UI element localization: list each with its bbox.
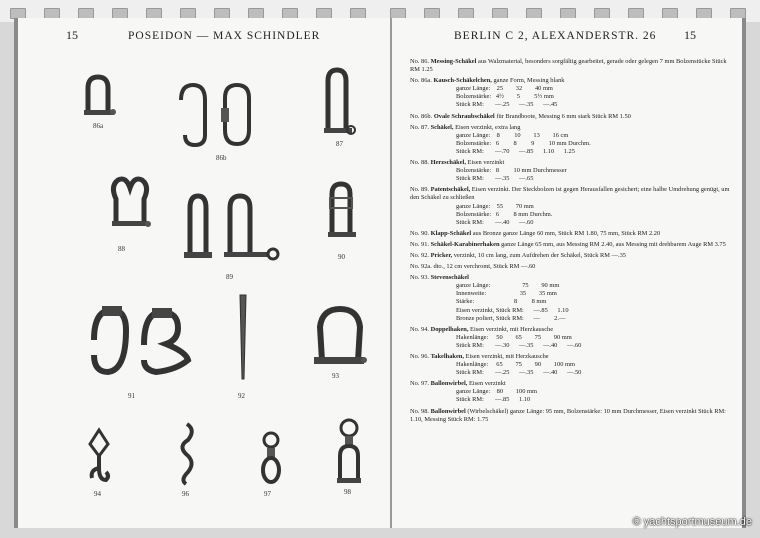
catalog-entry <box>410 353 732 377</box>
entry-text: ganze Länge 65 mm, aus Messing RM 2.40, aus Messing mit drehbarem Auge RM 3.75 <box>499 240 726 248</box>
entry-price-row: Stück RM: —.70 —.85 1.10 1.25 <box>456 147 575 155</box>
entry-number: No. 86b. <box>410 112 433 120</box>
entry-price-row: Hakenlänge: 65 75 90 100 mm <box>456 361 575 369</box>
entry-title: Ovale Schraubschäkel <box>433 112 495 120</box>
entry-price-row: ganze Länge: 80 100 mm <box>456 388 537 396</box>
entry-price-row: Bronze poliert, Stück RM: — 2.— <box>456 314 566 322</box>
entry-title: Schäkel-Karabinerhaken <box>430 240 500 248</box>
entry-text: Eisen verzinkt. Der Steckbolzen ist gegen Herausfallen gesichert; eine halbe Umdrehung genügt, um den Schäkel zu schließen <box>410 186 730 202</box>
entry-title: Messing-Schäkel <box>430 58 477 65</box>
entry-text: Eisen verzinkt <box>465 159 505 167</box>
catalog-entry <box>410 380 732 404</box>
entry-price-row: Hakenlänge: 50 65 75 90 mm <box>456 333 572 341</box>
oval-screw-shackle-86b-illustration <box>173 80 263 150</box>
entry-title: Takelhaken, <box>430 353 464 360</box>
entry-text: Eisen verzinkt, mit Herzkausche <box>463 353 549 360</box>
catalog-entry <box>410 77 732 109</box>
left-page-header: POSEIDON — MAX SCHINDLER <box>128 30 321 42</box>
figure-label-94: 94 <box>94 490 101 498</box>
entry-price-row: ganze Länge: 75 90 mm <box>456 282 560 290</box>
figure-label-93: 93 <box>332 372 339 380</box>
figure-label-96: 96 <box>182 490 189 498</box>
entry-number: No. 94. <box>410 325 429 333</box>
entry-number: No. 86. <box>410 58 429 65</box>
figure-label-86b: 86b <box>216 154 227 162</box>
catalog-entry <box>410 326 732 350</box>
entry-title: Pricker, <box>430 251 453 259</box>
right-page <box>392 18 746 528</box>
figure-label-86a: 86a <box>93 122 104 130</box>
entry-number: No. 90. <box>410 229 429 237</box>
entry-title: Schäkel, <box>430 123 454 131</box>
catalog-entry <box>410 263 732 271</box>
entry-price-row: Bolzenstärke: 4½ 5 5½ mm <box>456 93 554 101</box>
entry-title: Ballonwirbel <box>430 407 466 415</box>
catalog-entry <box>410 159 732 183</box>
entry-price-row: ganze Länge: 55 70 mm <box>456 202 534 210</box>
shackle-carabiner-91-illustration <box>86 300 196 380</box>
tackle-hook-96-illustration <box>174 420 200 486</box>
entry-price-row: Stück RM: —.85 1.10 <box>456 396 531 404</box>
catalog-entry <box>410 252 732 260</box>
entry-number: No. 89. <box>410 186 429 194</box>
entry-text: Eisen verzinkt <box>467 380 506 388</box>
figure-label-88: 88 <box>118 245 125 253</box>
entry-number: No. 87. <box>410 123 429 131</box>
entry-text: (Wirbelschäkel) ganze Länge: 95 mm, Bolzenstärke: 10 mm Durchmesser, Eisen verzinkt Stück RM: 1.10, Messing Stück RM: 1.75 <box>410 407 726 423</box>
long-shackle-87-illustration <box>318 66 358 141</box>
entry-price-row: ganze Länge: 25 32 40 mm <box>456 85 553 93</box>
entry-text: Eisen verzinkt, extra lang <box>453 123 521 131</box>
heart-shackle-88-illustration <box>106 174 156 234</box>
figure-label-92: 92 <box>238 392 245 400</box>
right-page-number: 15 <box>684 28 696 42</box>
catalog-entry <box>410 274 732 323</box>
entry-text: dto., 12 cm verchromt, Stück RM —.60 <box>433 263 536 271</box>
catalog-entry <box>410 230 732 238</box>
entry-title: Stevenschäkel <box>430 274 469 282</box>
swivel-shackle-98-illustration <box>334 416 364 486</box>
entry-number: No. 98. <box>410 407 429 415</box>
entry-number: No. 97. <box>410 380 429 388</box>
figure-label-89: 89 <box>226 273 233 281</box>
left-page-number: 15 <box>66 28 78 42</box>
catalog-entry <box>410 186 732 226</box>
watermark-text: © yachtsportmuseum.de <box>632 516 752 528</box>
folding-shackle-90-illustration <box>324 180 360 240</box>
entry-title: Herzschäkel, <box>430 159 466 167</box>
catalog-entry <box>410 408 732 424</box>
patent-shackle-89-illustration <box>178 188 283 268</box>
entry-title: Doppelhaken, <box>430 325 469 333</box>
catalog-entry <box>410 113 732 121</box>
entry-text: ganze Form, Messing blank <box>491 77 565 85</box>
balloon-swivel-97-illustration <box>258 428 284 488</box>
entry-price-row: Eisen verzinkt, Stück RM: —.85 1.10 <box>456 306 569 314</box>
figure-label-87: 87 <box>336 140 343 148</box>
catalog-entry <box>410 58 732 74</box>
entry-number: No. 92. <box>410 251 429 259</box>
double-hook-94-illustration <box>86 426 112 486</box>
entry-text: Eisen verzinkt, mit Herzkausche <box>468 325 554 333</box>
right-page-header: BERLIN C 2, ALEXANDERSTR. 26 <box>454 30 657 42</box>
entry-price-row: Stück RM: —.40 —.60 <box>456 218 534 226</box>
entry-number: No. 93. <box>410 274 429 282</box>
catalog-entry <box>410 124 732 156</box>
entry-price-row: Stärke: 8 8 mm <box>456 298 547 306</box>
figure-label-91: 91 <box>128 392 135 400</box>
entry-title: Ballonwirbel, <box>430 380 468 388</box>
figure-label-98: 98 <box>344 488 351 496</box>
entry-number: No. 92a. <box>410 263 432 271</box>
entry-price-row: ganze Länge: 8 10 13 16 cm <box>456 131 569 139</box>
entry-price-row: Stück RM: —.35 —.65 <box>456 175 534 183</box>
entry-number: No. 91. <box>410 240 429 248</box>
entry-price-row: Stück RM: —.30 —.35 —.40 —.60 <box>456 341 582 349</box>
entry-price-row: Bolzenstärke: 8 10 mm Durchmesser <box>456 167 567 175</box>
entry-price-row: Innenweite: 35 35 mm <box>456 290 557 298</box>
entry-number: No. 88. <box>410 159 429 167</box>
entry-price-row: Bolzenstärke: 6 8 9 10 mm Durchm. <box>456 139 591 147</box>
catalog-entries <box>410 58 732 427</box>
entry-price-row: Bolzenstärke: 6 8 mm Durchm. <box>456 210 553 218</box>
entry-title: Klapp-Schäkel <box>430 229 472 237</box>
left-page <box>14 18 390 528</box>
entry-price-row: Stück RM: —.25 —.35 —.40 —.50 <box>456 369 582 377</box>
entry-title: Patentschäkel, <box>430 186 471 194</box>
catalog-entry <box>410 241 732 249</box>
stem-shackle-93-illustration <box>310 305 370 375</box>
entry-number: No. 96. <box>410 353 429 360</box>
figure-label-90: 90 <box>338 253 345 261</box>
entry-text: aus Walzmaterial, besonders sorgfältig gearbeitet, gerade oder gelegen 7 mm Bolzenstücke Stück RM 1.25 <box>410 58 727 74</box>
entry-title: Kausch-Schäkelchen, <box>433 77 492 85</box>
entry-text: für Brandboote, Messing 6 mm stark Stück RM 1.50 <box>494 112 631 120</box>
figure-label-97: 97 <box>264 490 271 498</box>
entry-number: No. 86a. <box>410 77 432 85</box>
entry-price-row: Stück RM: —.25 —.35 —.45 <box>456 101 558 109</box>
entry-text: verzinkt, 10 cm lang, zum Aufdrehen der Schäkel, Stück RM —.35 <box>452 251 626 259</box>
pricker-92-illustration <box>236 293 250 383</box>
shackle-86a-illustration <box>80 73 120 123</box>
entry-text: aus Bronze ganze Länge 60 mm, Stück RM 1.80, 75 mm, Stück RM 2.20 <box>471 229 661 237</box>
